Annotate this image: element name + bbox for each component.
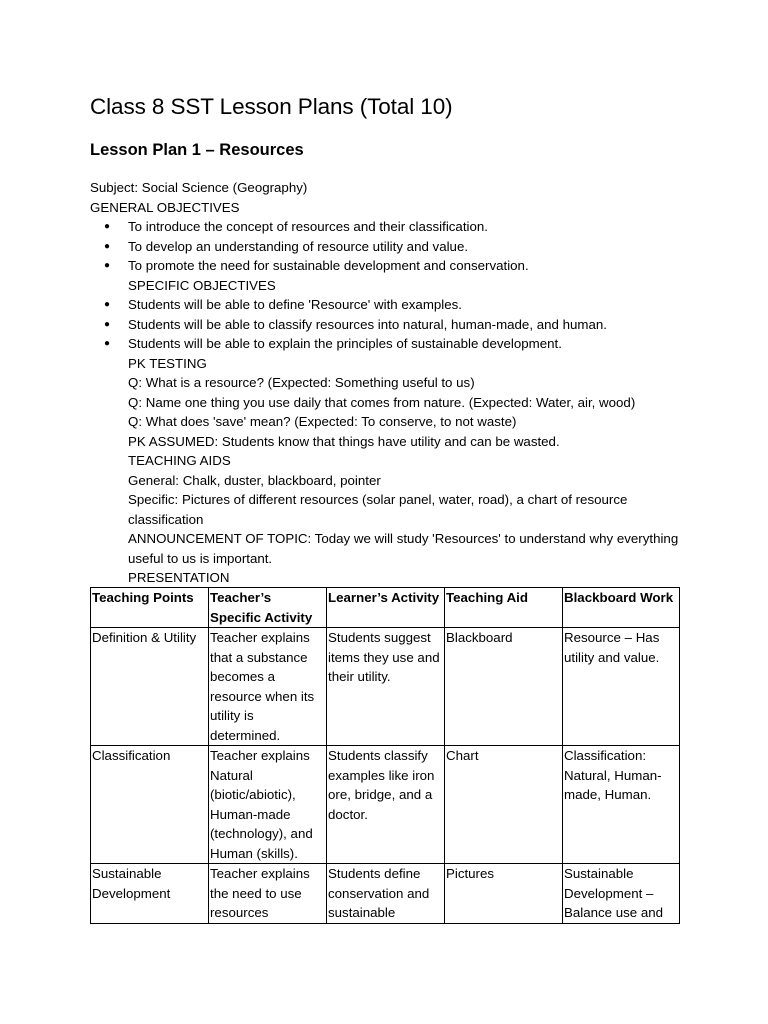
- lesson-body: [90, 178, 690, 588]
- table-cell: Teacher explains that a substance becomes a resource when its utility is determined.: [209, 628, 327, 746]
- table-cell: Classification: [91, 746, 209, 864]
- table-cell: Sustainable Development: [91, 864, 209, 924]
- table-cell: Students classify examples like iron ore, bridge, and a doctor.: [327, 746, 445, 864]
- header-learner-activity: Learner’s Activity: [327, 588, 445, 628]
- table-cell: Resource – Has utility and value.: [563, 628, 680, 746]
- table-cell: Students suggest items they use and their utility.: [327, 628, 445, 746]
- subject-line: Subject: Social Science (Geography): [90, 180, 308, 195]
- table-cell: Sustainable Development – Balance use and: [563, 864, 680, 924]
- table-cell: Blackboard: [445, 628, 563, 746]
- presentation-table: [90, 587, 680, 924]
- table-cell: Classification: Natural, Human-made, Human.: [563, 746, 680, 864]
- general-objectives-heading: GENERAL OBJECTIVES: [90, 199, 240, 215]
- list-item: ● To promote the need for sustainable development and conservation.: [90, 256, 690, 276]
- specific-objectives-heading: SPECIFIC OBJECTIVES: [128, 277, 276, 293]
- specific-objectives-list: [90, 295, 690, 354]
- pk-assumed: PK ASSUMED: Students know that things have utility and can be wasted.: [128, 433, 560, 449]
- table-cell: Definition & Utility: [91, 628, 209, 746]
- table-row: [91, 864, 680, 924]
- announcement-of-topic: ANNOUNCEMENT OF TOPIC: Today we will study 'Resources' to understand why everything useful to us is important.: [128, 531, 679, 566]
- list-item: ● Students will be able to classify resources into natural, human-made, and human.: [90, 315, 690, 335]
- table-cell: Teacher explains Natural (biotic/abiotic), Human-made (technology), and Human (skills).: [209, 746, 327, 864]
- teaching-aids-heading: TEACHING AIDS: [128, 453, 231, 468]
- pk-question: Q: What is a resource? (Expected: Something useful to us): [128, 375, 475, 390]
- header-teaching-aid: Teaching Aid: [445, 588, 563, 628]
- header-teaching-points: Teaching Points: [91, 588, 209, 628]
- pk-question: Q: What does 'save' mean? (Expected: To conserve, to not waste): [128, 414, 517, 429]
- table-cell: Chart: [445, 746, 563, 864]
- lesson-title: Lesson Plan 1 – Resources: [90, 141, 304, 159]
- pk-testing-heading: PK TESTING: [128, 355, 207, 371]
- document-title: Class 8 SST Lesson Plans (Total 10): [90, 94, 453, 119]
- table-cell: Students define conservation and sustainable: [327, 864, 445, 924]
- teaching-aids-general: General: Chalk, duster, blackboard, pointer: [128, 472, 381, 488]
- list-item: ● To develop an understanding of resource utility and value.: [90, 237, 690, 257]
- list-item: ● Students will be able to define 'Resource' with examples.: [90, 295, 690, 315]
- table-header-row: [91, 588, 680, 628]
- table-cell: Teacher explains the need to use resources: [209, 864, 327, 924]
- header-teacher-activity: Teacher’s Specific Activity: [209, 588, 327, 628]
- presentation-heading: PRESENTATION: [128, 570, 230, 585]
- table-row: [91, 628, 680, 746]
- list-item: ● To introduce the concept of resources and their classification.: [90, 217, 690, 237]
- teaching-aids-specific: Specific: Pictures of different resources (solar panel, water, road), a chart of resource classification: [128, 492, 628, 527]
- general-objectives-list: [90, 217, 690, 276]
- table-cell: Pictures: [445, 864, 563, 924]
- header-blackboard-work: Blackboard Work: [563, 588, 680, 628]
- pk-question: Q: Name one thing you use daily that comes from nature. (Expected: Water, air, wood): [128, 394, 636, 410]
- list-item: ● Students will be able to explain the principles of sustainable development.: [90, 334, 690, 354]
- table-row: [91, 746, 680, 864]
